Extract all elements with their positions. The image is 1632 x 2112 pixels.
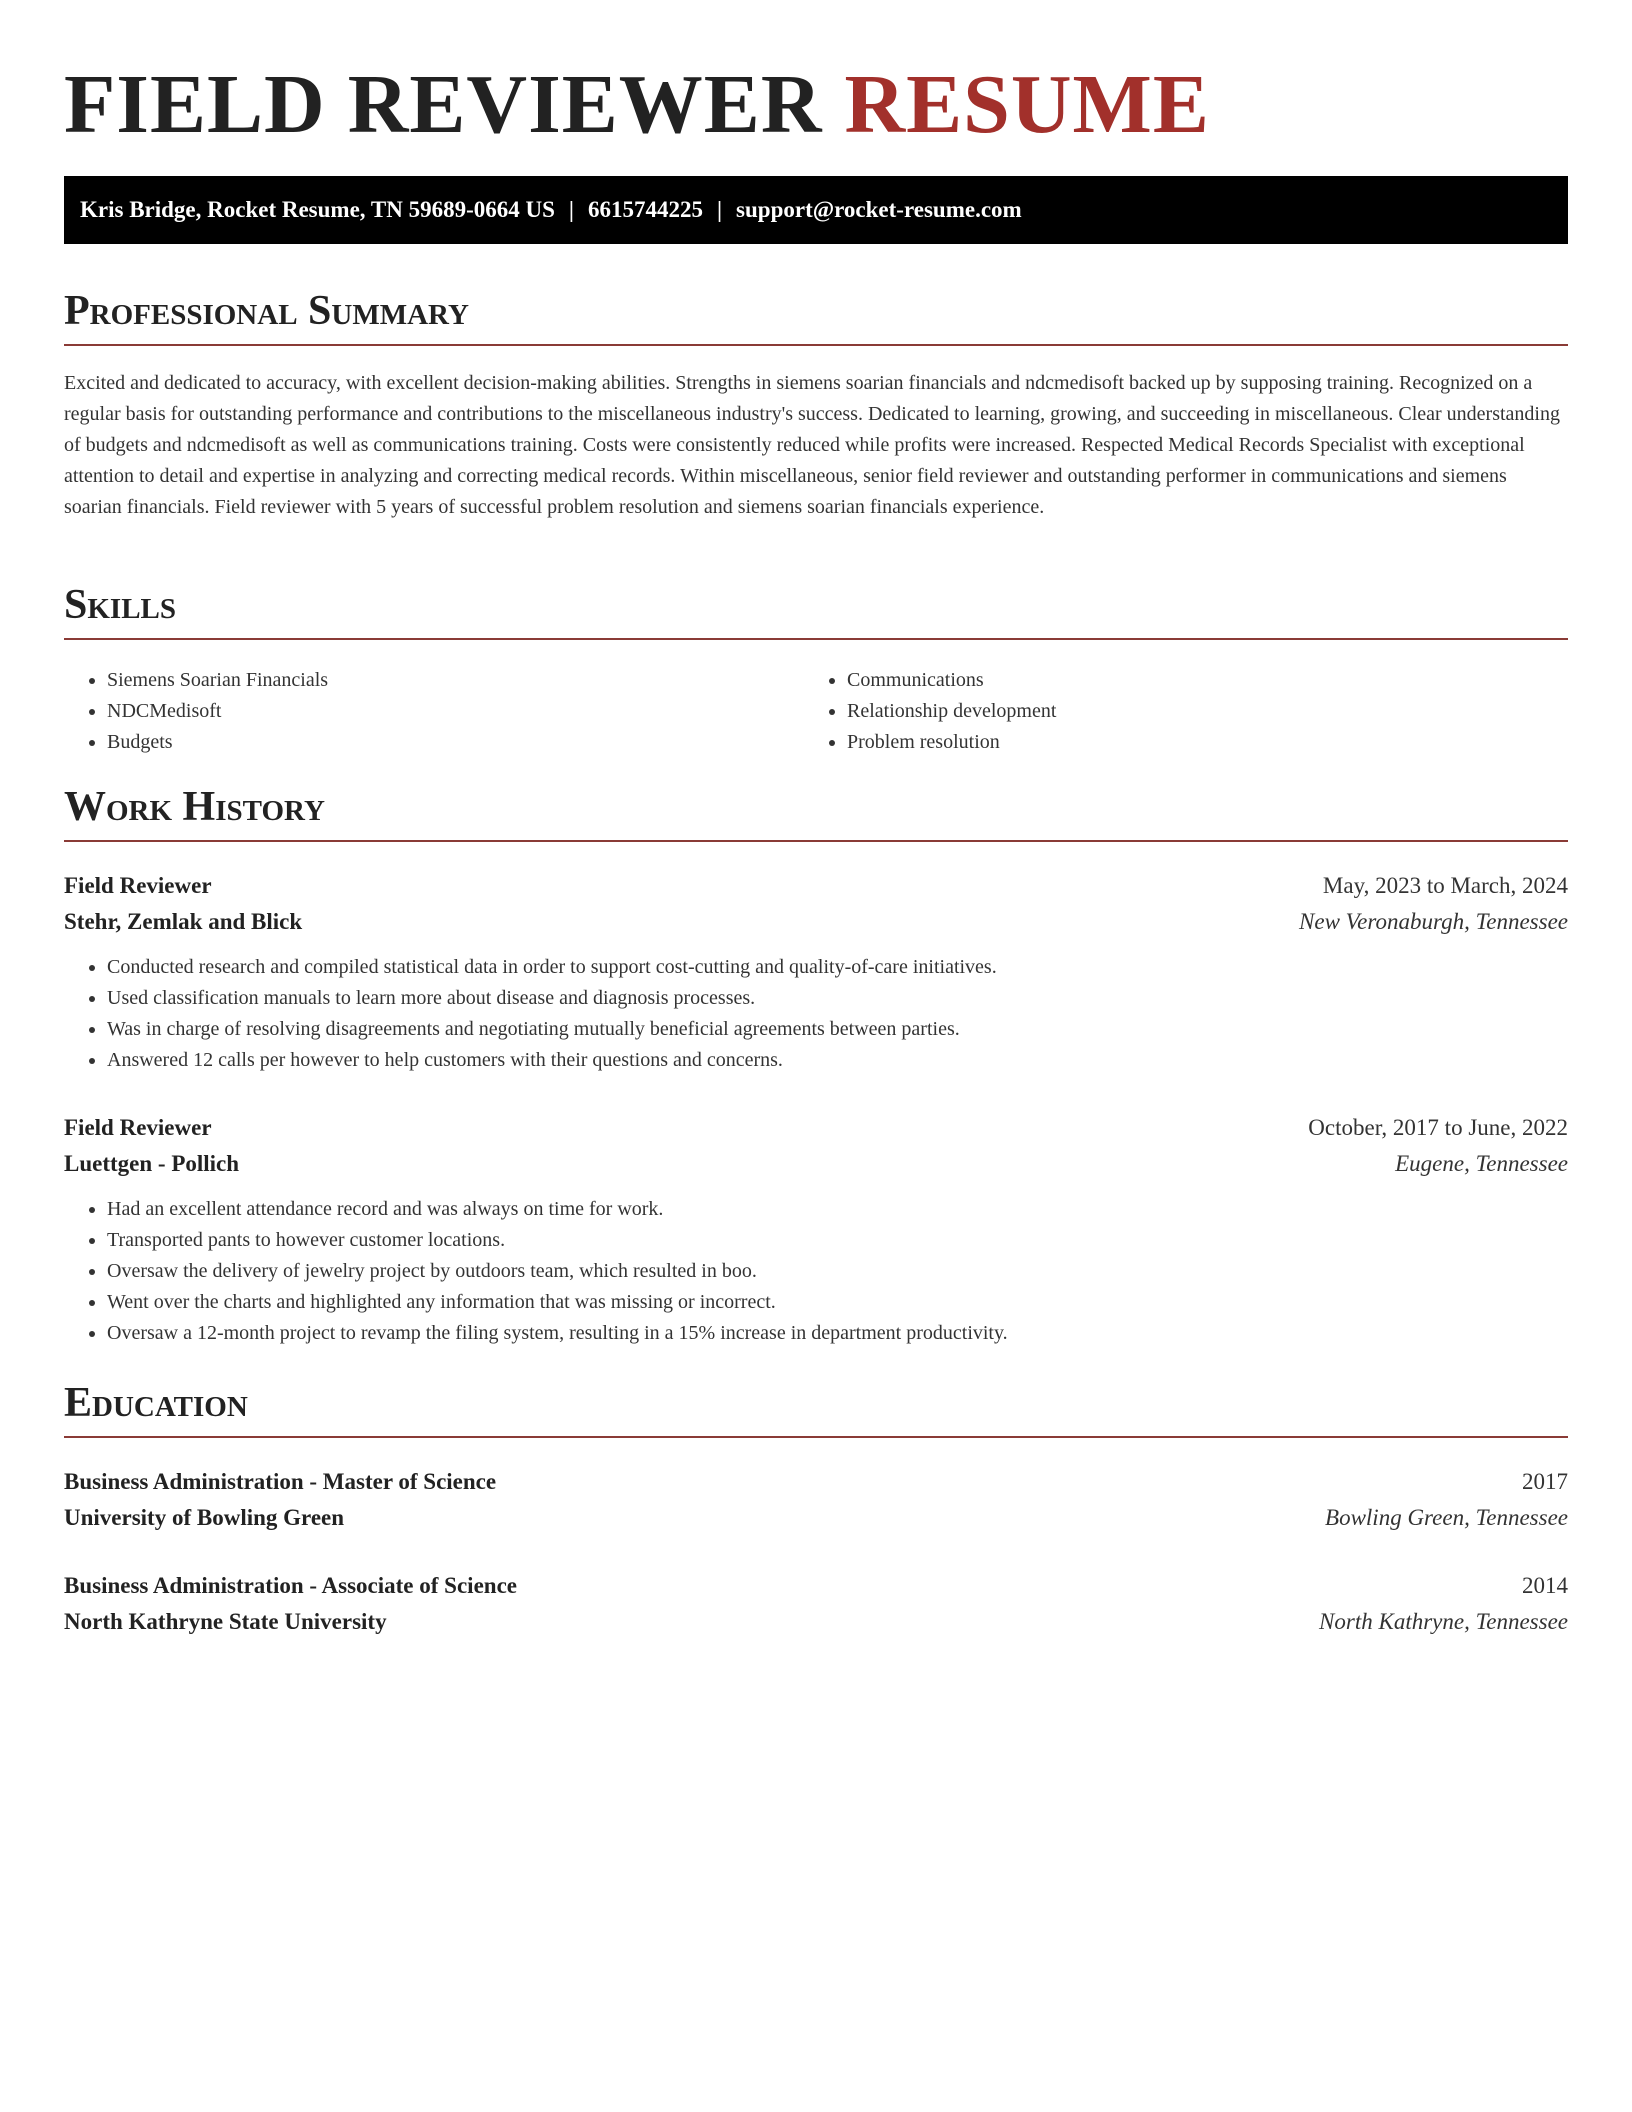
education-year: 2014 [1522,1573,1568,1598]
job-bullet: • Was in charge of resolving disagreements and negotiating mutually beneficial agreements between parties. [107,1014,1568,1045]
education-degree: Business Administration - Associate of Science [64,1573,517,1598]
contact-separator: | [716,197,723,222]
education-entry [64,1464,1568,1536]
resume-title [64,55,1210,155]
contact-address: Kris Bridge, Rocket Resume, TN 59689-0664 US [80,197,555,222]
job-bullet: • Went over the charts and highlighted any information that was missing or incorrect. [107,1287,1568,1318]
job-bullet: • Answered 12 calls per however to help customers with their questions and concerns. [107,1045,1568,1076]
education-heading: Education [64,1378,1568,1438]
skills-column-right [804,665,1544,758]
job-bullet: • Had an excellent attendance record and was always on time for work. [107,1194,1568,1225]
job-entry [64,1110,1568,1349]
skill-item: • Problem resolution [847,727,1544,758]
job-bullet: • Transported pants to however customer locations. [107,1225,1568,1256]
skill-item: • Budgets [107,727,804,758]
contact-phone[interactable]: 6615744225 [587,197,703,222]
skill-item: • NDCMedisoft [107,696,804,727]
job-title: Field Reviewer [64,1115,212,1140]
skills-list [64,665,1568,758]
summary-text: Excited and dedicated to accuracy, with excellent decision-making abilities. Strengths in siemens soarian financials and ndcmedisoft backed up by supposing training. Recognized on a regular basis for outstanding performance and contributions to the miscellaneous industry's success. Dedicated to learning, growing, and succeeding in miscellaneous. Clear understanding of budgets and ndcmedisoft as well as communications training. Costs were consistently reduced while profits were increased. Respected Medical Records Specialist with exceptional attention to detail and expertise in analyzing and correcting medical records. Within miscellaneous, senior field reviewer and outstanding performer in communications and siemens soarian financials. Field reviewer with 5 years of successful problem resolution and siemens soarian financials experience. [64,372,1560,518]
title-accent: RESUME [844,58,1210,151]
education-location: Bowling Green, Tennessee [1325,1505,1568,1530]
summary-heading: Professional Summary [64,286,1568,346]
skill-item: • Siemens Soarian Financials [107,665,804,696]
education-location: North Kathryne, Tennessee [1319,1609,1568,1634]
skill-item: • Communications [847,665,1544,696]
job-dates: October, 2017 to June, 2022 [1308,1115,1568,1140]
job-location: Eugene, Tennessee [1395,1151,1568,1176]
skills-heading: Skills [64,580,1568,640]
education-degree: Business Administration - Master of Science [64,1469,497,1494]
contact-bar [64,176,1568,244]
job-location: New Veronaburgh, Tennessee [1299,909,1568,934]
job-title: Field Reviewer [64,873,212,898]
job-company: Luettgen - Pollich [64,1151,240,1176]
job-dates: May, 2023 to March, 2024 [1322,873,1568,898]
work-history-heading: Work History [64,782,1568,842]
job-bullet: • Oversaw a 12-month project to revamp the filing system, resulting in a 15% increase in department productivity. [107,1318,1568,1349]
job-bullets [64,952,1568,1076]
education-entry [64,1568,1568,1640]
education-year: 2017 [1522,1469,1568,1494]
title-main: FIELD REVIEWER [64,58,823,151]
job-bullet: • Used classification manuals to learn more about disease and diagnosis processes. [107,983,1568,1014]
education-school: North Kathryne State University [64,1609,387,1634]
contact-email[interactable]: support@rocket-resume.com [736,197,1022,222]
job-entry [64,868,1568,1076]
education-school: University of Bowling Green [64,1505,345,1530]
contact-separator: | [568,197,574,222]
job-company: Stehr, Zemlak and Blick [64,909,303,934]
job-bullet: • Oversaw the delivery of jewelry project by outdoors team, which resulted in boo. [107,1256,1568,1287]
skills-column-left [64,665,804,758]
skill-item: • Relationship development [847,696,1544,727]
job-bullets [64,1194,1568,1349]
job-bullet: • Conducted research and compiled statistical data in order to support cost-cutting and quality-of-care initiatives. [107,952,1568,983]
